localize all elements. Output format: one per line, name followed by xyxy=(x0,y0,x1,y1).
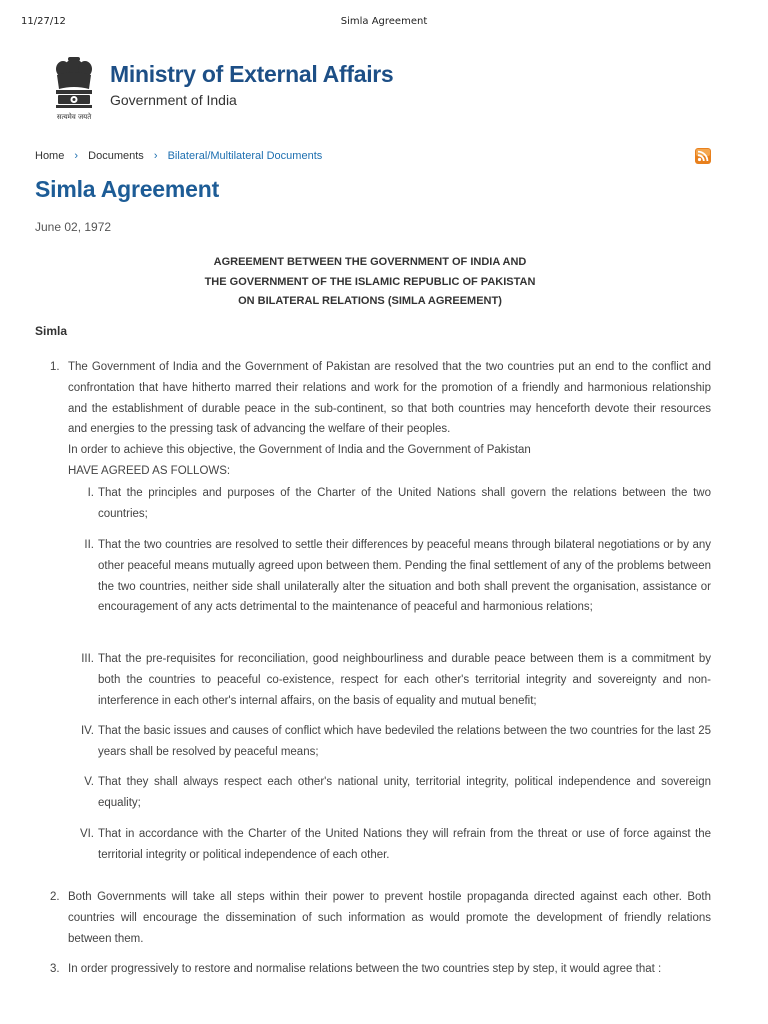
sub-clause-item xyxy=(72,824,711,866)
breadcrumb-documents[interactable]: Documents xyxy=(88,150,144,162)
agreement-heading xyxy=(0,253,740,312)
emblem-motto: सत्यमेव जयते xyxy=(56,113,92,121)
place-label: Simla xyxy=(35,324,68,338)
breadcrumb-separator: › xyxy=(153,150,158,162)
rss-feed-icon[interactable] xyxy=(695,148,711,164)
clause-number: 3. xyxy=(50,963,60,975)
ministry-title[interactable]: Ministry of External Affairs xyxy=(110,61,394,87)
sub-clause-number: III. xyxy=(81,653,94,665)
print-date: 11/27/12 xyxy=(21,16,66,27)
clause-item xyxy=(35,357,711,482)
page-title: Simla Agreement xyxy=(35,176,220,202)
sub-clause-number: II. xyxy=(84,539,94,551)
sub-clause-item xyxy=(72,649,711,711)
clause-text: Both Governments will take all steps within their power to prevent hostile propaganda directed against each other. Both countries will encourage the dissemination of such information as would promote the development of friendly relations between them. xyxy=(68,891,711,945)
heading-line: AGREEMENT BETWEEN THE GOVERNMENT OF INDIA AND xyxy=(213,256,527,268)
clause-number: 1. xyxy=(50,361,60,373)
sub-clause-item xyxy=(72,721,711,763)
clause-number: 2. xyxy=(50,891,60,903)
clause-text: The Government of India and the Government of Pakistan are resolved that the two countries put an end to the conflict and confrontation that have hitherto marred their relations and work for the promotion of a friendly and harmonious relationship and the establishment of durable peace in the sub-continent, so that both countries may henceforth devote their resources and energies to the pressing task of advancing the welfare of their peoples. xyxy=(68,361,711,436)
clause-text: In order progressively to restore and normalise relations between the two countries step by step, it would agree that : xyxy=(68,963,662,975)
sub-clause-text: That the basic issues and causes of conflict which have bedeviled the relations between the two countries for the last 25 years shall be resolved by peaceful means; xyxy=(98,725,711,758)
sub-clause-text: That the two countries are resolved to settle their differences by peaceful means through bilateral negotiations or by any other peaceful means mutually agreed upon between them. Pending the final settlement of any of the problems between the two countries, neither side shall unilaterally alter the situation and both shall prevent the organisation, assistance or encouragement of any acts detrimental to the maintenance of peaceful and harmonious relations; xyxy=(98,539,711,614)
breadcrumb-home[interactable]: Home xyxy=(35,150,65,162)
sub-clause-item xyxy=(72,535,711,618)
clause-item xyxy=(35,887,711,949)
sub-clause-item xyxy=(72,483,711,525)
sub-clause-item xyxy=(72,772,711,814)
heading-line: ON BILATERAL RELATIONS (SIMLA AGREEMENT) xyxy=(238,295,502,307)
breadcrumb-bilateral-documents[interactable]: Bilateral/Multilateral Documents xyxy=(167,150,323,162)
sub-clause-number: IV. xyxy=(80,725,94,737)
print-title: Simla Agreement xyxy=(340,16,428,27)
heading-line: THE GOVERNMENT OF THE ISLAMIC REPUBLIC OF PAKISTAN xyxy=(204,275,536,288)
breadcrumb xyxy=(35,150,322,162)
clause-text: In order to achieve this objective, the Government of India and the Government of Pakistan xyxy=(68,444,531,457)
sub-clause-number: V. xyxy=(84,776,94,788)
breadcrumb-separator: › xyxy=(74,150,79,162)
government-subtitle: Government of India xyxy=(110,92,237,108)
sub-clause-text: That in accordance with the Charter of the United Nations they will refrain from the threat or use of force against the territorial integrity or political independence of each other. xyxy=(98,828,711,861)
publication-date: June 02, 1972 xyxy=(35,220,112,234)
sub-clause-number: VI. xyxy=(79,828,94,840)
sub-clause-text: That the pre-requisites for reconciliation, good neighbourliness and durable peace between them is a commitment by both the countries to peaceful co-existence, respect for each other's territorial integrity and sovereignty and non-interference in each other's internal affairs, on the basis of equality and mutual benefit; xyxy=(98,653,711,707)
clause-text: HAVE AGREED AS FOLLOWS: xyxy=(68,464,231,477)
clause-item xyxy=(35,959,711,980)
sub-clause-text: That the principles and purposes of the Charter of the United Nations shall govern the relations between the two countries; xyxy=(98,487,711,520)
sub-clause-number: I. xyxy=(87,487,94,499)
sub-clause-text: That they shall always respect each other's national unity, territorial integrity, political independence and sovereign equality; xyxy=(98,776,711,809)
ashoka-emblem-icon xyxy=(48,55,100,123)
